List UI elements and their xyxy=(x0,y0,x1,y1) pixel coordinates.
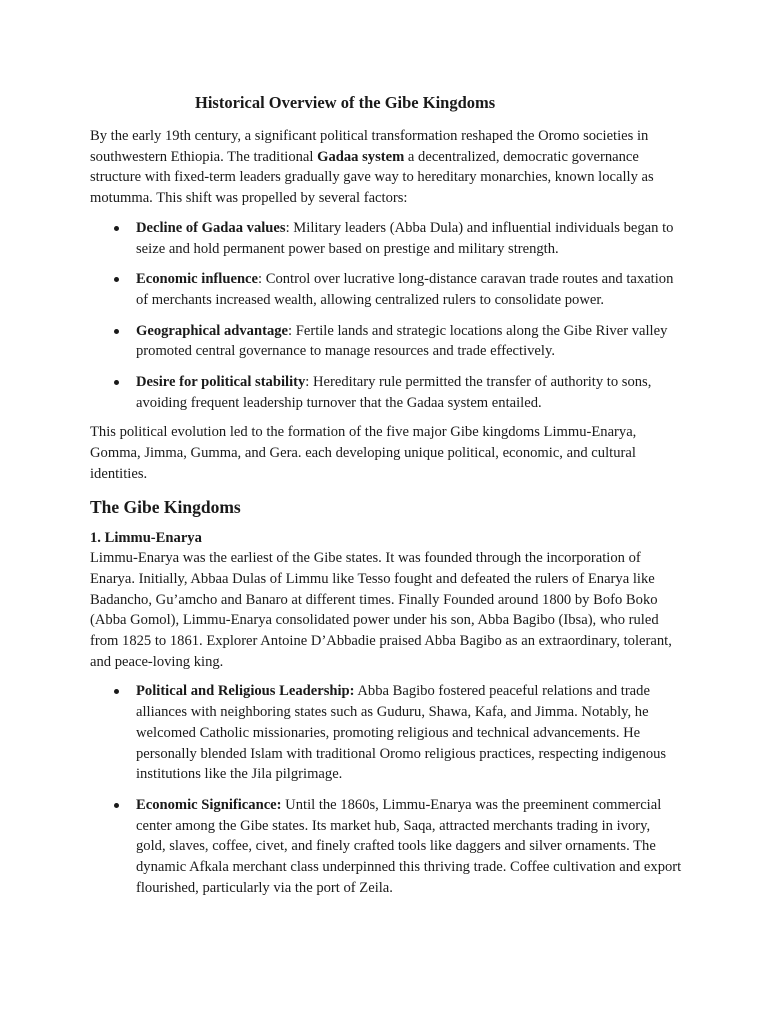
section-heading: The Gibe Kingdoms xyxy=(90,496,241,517)
factor-item xyxy=(90,218,682,259)
factor-item xyxy=(90,372,682,413)
factor-label: Geographical advantage xyxy=(136,322,289,339)
point-text: Abba Bagibo fostered peaceful relations and trade alliances with neighboring states such as Guduru, Shawa, Kafa, and Jimma. Notably, he welcomed Catholic missionaries, promoting religious and technical advancements. He personally blended Islam with traditional Oromo religious practices, respecting indigenous institutions like the Jila pilgrimage. xyxy=(136,683,667,783)
intro-paragraph xyxy=(90,126,682,209)
point-text: Until the 1860s, Limmu-Enarya was the preeminent commercial center among the Gibe states. Its market hub, Saqa, attracted merchants trading in ivory, gold, slaves, coffee, civet, and finely crafted tools like daggers and silver ornaments. The dynamic Afkala merchant class underpinned this thriving trade. Coffee cultivation and export flourished, particularly via the port of Zeila. xyxy=(136,796,682,896)
factor-label: Decline of Gadaa values xyxy=(136,219,286,236)
kingdom-heading: 1. Limmu-Enarya xyxy=(90,529,202,546)
document-page xyxy=(90,92,682,908)
factor-text: : Fertile lands and strategic locations along the Gibe River valley promoted central governance to manage resources and trade effectively. xyxy=(136,322,668,360)
point-label: Economic Significance: xyxy=(136,796,282,813)
kingdom-points-list xyxy=(90,681,682,898)
intro-text-start: By the early 19th century, a significant political transformation reshaped the Oromo societies in southwestern Ethiopia. The traditional xyxy=(90,128,649,165)
evolution-paragraph: This political evolution led to the formation of the five major Gibe kingdoms Limmu-Enarya, Gomma, Jimma, Gumma, and Gera. each developing unique political, economic, and cultural identities. xyxy=(90,424,637,482)
factors-list xyxy=(90,218,682,414)
point-label: Political and Religious Leadership: xyxy=(136,683,355,700)
factor-item xyxy=(90,321,682,362)
kingdom-point xyxy=(90,795,682,899)
kingdom-point xyxy=(90,681,682,785)
factor-text: : Control over lucrative long-distance caravan trade routes and taxation of merchants increased wealth, allowing centralized rulers to consolidate power. xyxy=(136,271,674,308)
intro-bold-term: Gadaa system xyxy=(317,148,405,165)
kingdom-paragraph: Limmu-Enarya was the earliest of the Gibe states. It was founded through the incorporation of Enarya. Initially, Abbaa Dulas of Limmu like Tesso fought and defeated the rulers of Enarya like Badancho, Gu’amcho and Banaro at different times. Finally Founded around 1800 by Bofo Boko (Abba Gomol), Limmu-Enarya consolidated power under his son, Abba Bagibo (Ibsa), who ruled from 1825 to 1861. Explorer Antoine D’Abbadie praised Abba Bagibo as an extraordinary, tolerant, and peace-loving king. xyxy=(90,550,672,670)
intro-text-end: a decentralized, democratic governance structure with fixed-term leaders gradually gave way to hereditary monarchies, known locally as motumma. This shift was propelled by several factors: xyxy=(90,148,654,207)
document-title: Historical Overview of the Gibe Kingdoms xyxy=(195,93,496,112)
factor-label: Economic influence xyxy=(136,271,259,288)
factor-label: Desire for political stability xyxy=(136,374,306,391)
factor-text: : Hereditary rule permitted the transfer of authority to sons, avoiding frequent leadership turnover that the Gadaa system entailed. xyxy=(136,374,652,411)
factor-item xyxy=(90,269,682,310)
factor-text: : Military leaders (Abba Dula) and influential individuals began to seize and hold permanent power based on prestige and military strength. xyxy=(136,219,674,257)
